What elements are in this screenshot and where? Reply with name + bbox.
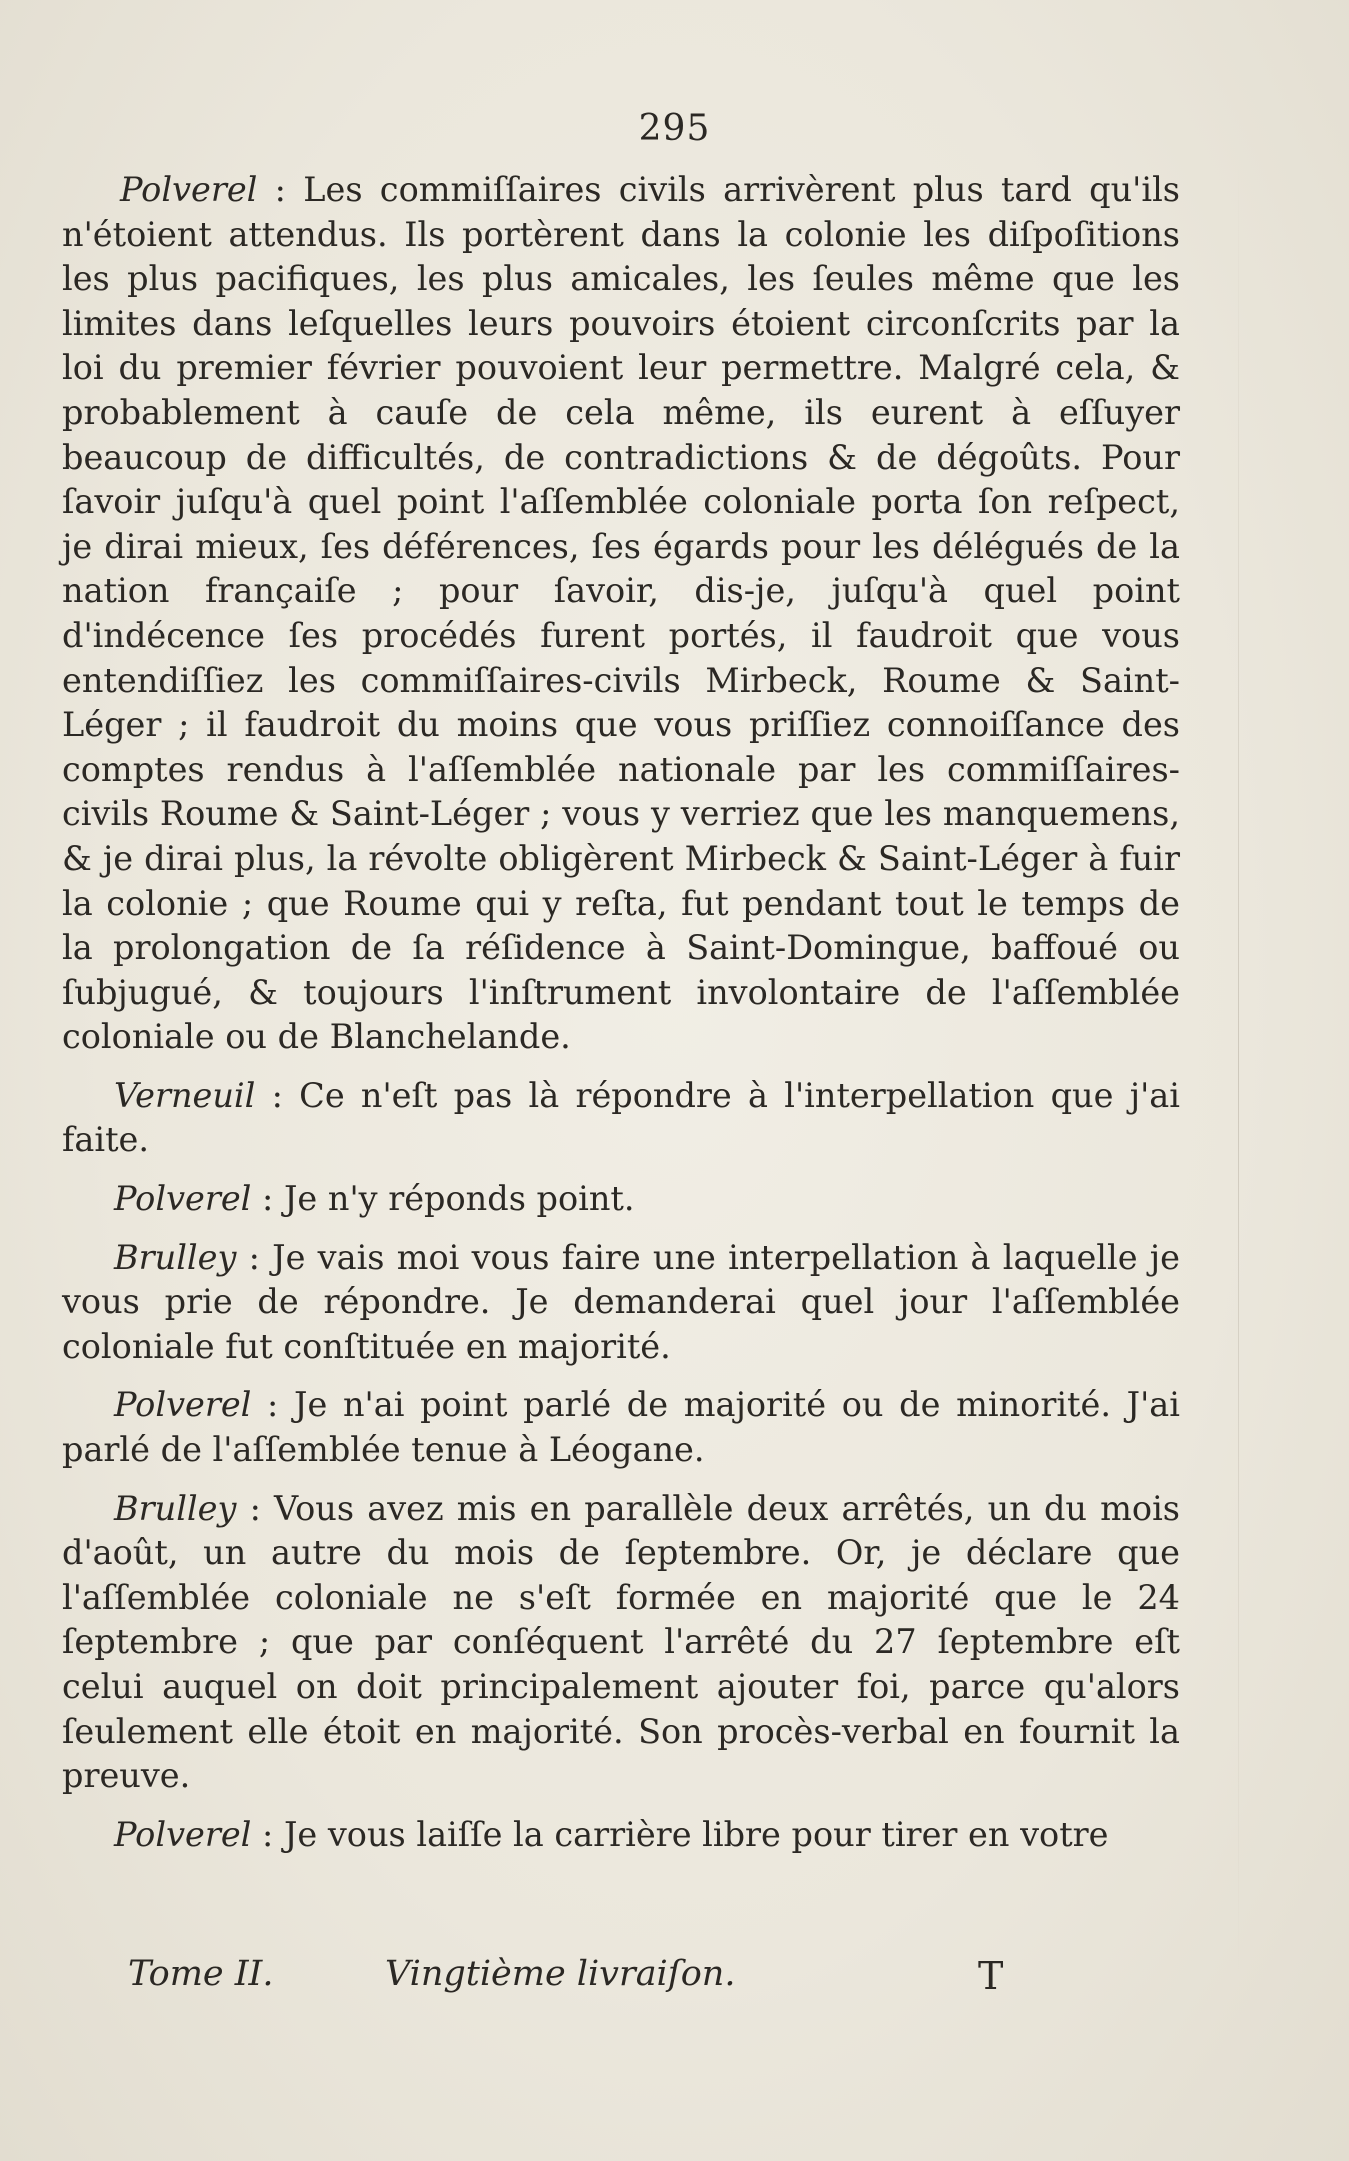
paragraph [62, 1177, 1180, 1222]
speaker-name: Brulley [114, 1488, 237, 1528]
speech-text: : Je n'y réponds point. [251, 1179, 635, 1219]
speaker-name: Polverel [114, 1814, 252, 1854]
speaker-name: Verneuil [114, 1075, 256, 1115]
speaker-name: Polverel [114, 1179, 252, 1219]
speaker-name: Polverel [120, 170, 258, 209]
speech-text: : Je n'ai point parlé de majorité ou de minorité. J'ai parlé de l'aſſemblée tenue à Léogane. [62, 1385, 1180, 1470]
body-text [62, 168, 1180, 1871]
speech-text: : Les commiſſaires civils arrivèrent plus tard qu'ils n'étoient attendus. Ils portèrent dans la colonie les diſpoſitions les plus pacifiques, les plus amicales, les ſeules même que les limites dans leſquelles leurs pouvoirs étoient circonſcrits par la loi du premier février pouvoient leur permettre. Malgré cela, & probablement à cauſe de cela même, ils eurent à eſſuyer beaucoup de difficultés, de contradictions & de dégoûts. Pour ſavoir juſqu'à quel point l'aſſemblée coloniale porta ſon reſpect, je dirai mieux, ſes déférences, ſes égards pour les délégués de la nation françaiſe ; pour ſavoir, dis-je, juſqu'à quel point d'indécence ſes procédés furent portés, il faudroit que vous entendiſſiez les commiſſaires-civils Mirbeck, Roume & Saint-Léger ; il faudroit du moins que vous priſſiez connoiſſance des comptes rendus à l'aſſemblée nationale par les commiſſaires-civils Roume & Saint-Léger ; vous y verriez que les manquemens, & je dirai plus, la révolte obligèrent Mirbeck & Saint-Léger à fuir la colonie ; que Roume qui y reſta, fut pendant tout le temps de la prolongation de ſa réſidence à Saint-Domingue, baffoué ou ſubjugué, & toujours l'inſtrument involontaire de l'aſſemblée coloniale ou de Blanchelande. [62, 170, 1180, 1057]
paragraph [62, 1236, 1180, 1370]
page-number: 295 [638, 108, 711, 149]
speaker-name: Polverel [114, 1385, 252, 1425]
speech-text: : Ce n'eſt pas là répondre à l'interpellation que j'ai faite. [62, 1075, 1180, 1160]
page-shadow [1238, 160, 1239, 1980]
speech-text: : Je vous laiſſe la carrière libre pour tirer en votre [251, 1814, 1109, 1854]
speech-text: : Je vais moi vous faire une interpellation à laquelle je vous prie de répondre. Je demanderai quel jour l'aſſemblée coloniale fut conſtituée en majorité. [62, 1237, 1180, 1366]
paragraph [62, 1813, 1180, 1858]
speaker-name: Brulley [114, 1237, 237, 1277]
paragraph [62, 1487, 1180, 1799]
paragraph [62, 1383, 1180, 1472]
signature-mark: T [978, 1954, 1004, 1998]
paragraph [62, 1074, 1180, 1163]
paragraph [62, 168, 1180, 1060]
livraison-label: Vingtième livraiſon. [385, 1954, 736, 1994]
volume-label: Tome II. [128, 1954, 274, 1994]
speech-text: : Vous avez mis en parallèle deux arrêtés, un du mois d'août, un autre du mois de ſeptembre. Or, je déclare que l'aſſemblée coloniale ne s'eſt formée en majorité que le 24 ſeptembre ; que par conſéquent l'arrêté du 27 ſeptembre eſt celui auquel on doit principalement ajouter foi, parce qu'alors ſeulement elle étoit en majorité. Son procès-verbal en fournit la preuve. [62, 1488, 1180, 1796]
